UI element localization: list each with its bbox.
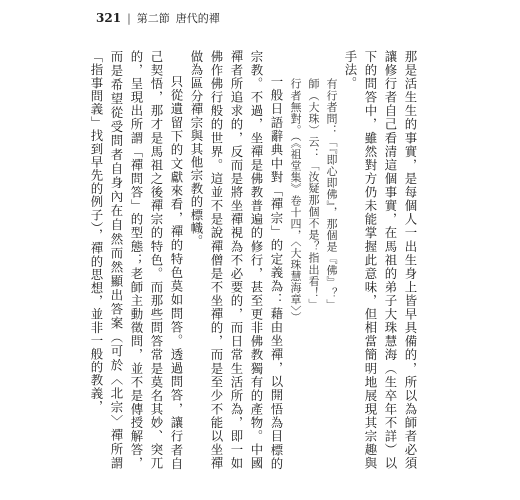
page-number: 321 xyxy=(96,11,122,25)
header-divider: | xyxy=(127,12,131,25)
section-label: 第二節 xyxy=(136,12,170,25)
page-body xyxy=(89,50,420,470)
quote-line-2: 師（大珠）云：「汝疑那個不是？指出看！」 xyxy=(307,78,320,310)
quote-line-1: 有行者問：「『即心即佛』，那個是『佛』？」 xyxy=(325,78,338,311)
vertical-text-block xyxy=(89,50,420,470)
chapter-title: 唐代的禪 xyxy=(175,12,220,25)
running-header xyxy=(96,10,220,26)
quote-line-3: 行者無對。（《祖堂集》卷十四，〈大珠慧海章〉） xyxy=(289,78,302,323)
paragraph-intro: 那是活生生的事實，是每個人一出生身上皆早具備的，所以為師者必須讓修行者自己看清這個事實，在馬祖的弟子大珠慧海（生卒年不詳）以下的問答中，雖然對方仍未能掌握此意味，但相當簡明地展現其宗趣與手法。 xyxy=(343,50,418,470)
paragraph-definition: 一般日語辭典中對「禪宗」的定義為：藉由坐禪，以開悟為目標的宗教。不過，坐禪是佛教普遍的修行，甚至更非佛教獨有的產物。中國禪者所追求的，反而是將坐禪視為不必要的，而日常生活所為，即一如佛作佛行般的世界。這並不是說禪僧是不坐禪的，而是至少不能以坐禪做為區分禪宗與其他宗教的標幟。 xyxy=(189,50,284,470)
paragraph-dialogue: 只從遺留下的文獻來看，禪的特色莫如問答。透過問答，讓行者自己契悟，那才是馬祖之後禪宗的特色。而那些問答常是莫名其妙、突兀的，呈現出所謂「禪問答」的型態；老師主動徵問，並不是傳授解答，而是希望從受問者自身內在自然而然顯出答案（可於〈北宗〉禪所謂「指事問義」找到早先的例子），禪的思想，並非一般的教義， xyxy=(89,50,184,470)
